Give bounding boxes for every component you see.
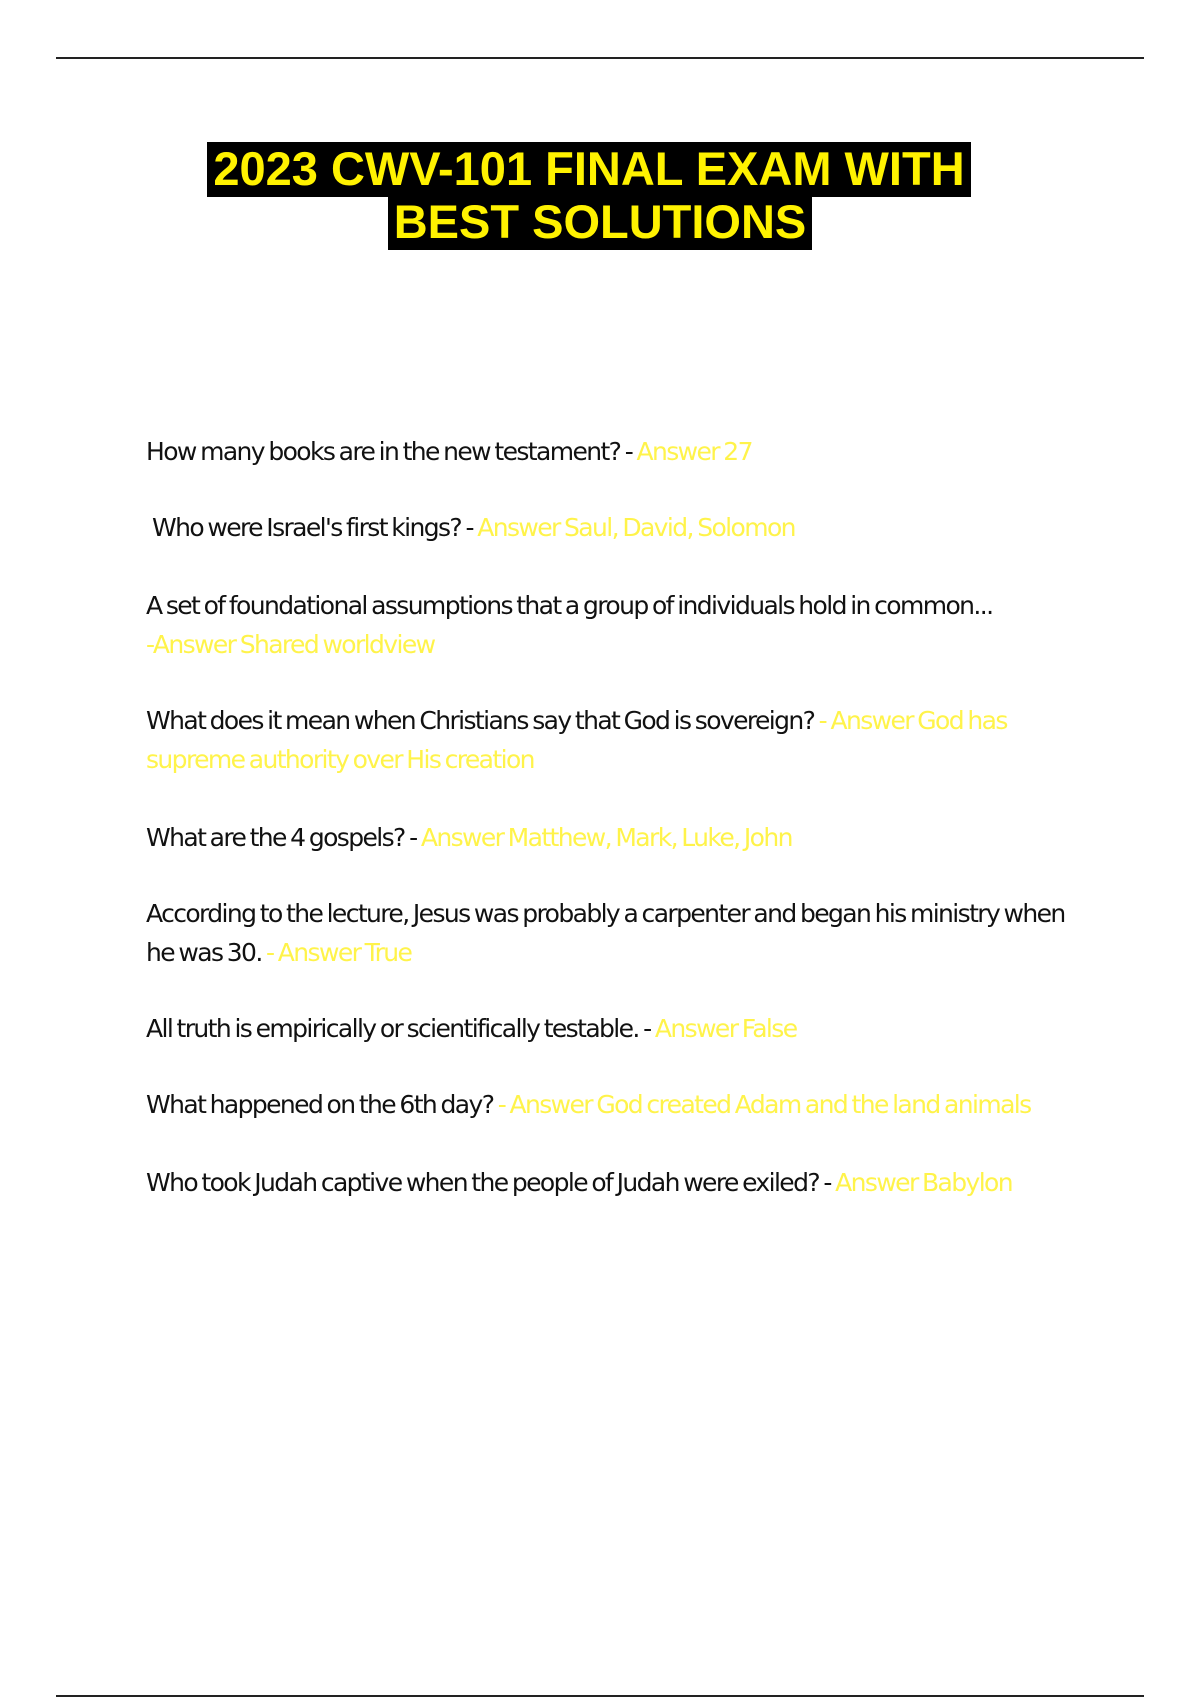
answer-text: Answer God created Adam and the land animals — [509, 1090, 1031, 1119]
qa-item — [146, 586, 1081, 664]
qa-item — [146, 1163, 1081, 1202]
question-text: Who took Judah captive when the people of Judah were exiled? — [146, 1168, 820, 1197]
answer-separator: - — [461, 513, 478, 542]
answer-text: Answer Matthew, Mark, Luke, John — [420, 823, 792, 852]
answer-text: Answer 27 — [636, 437, 752, 466]
answer-text: Answer God has supreme authority over His creation — [146, 706, 1007, 774]
document-title — [0, 142, 1200, 248]
answer-separator: - — [261, 938, 278, 967]
question-text: What are the 4 gospels? — [146, 823, 405, 852]
answer-text: Answer Babylon — [835, 1168, 1013, 1197]
answer-text: Answer False — [654, 1014, 797, 1043]
answer-separator: - — [819, 1168, 836, 1197]
question-text: What happened on the 6th day? — [146, 1090, 494, 1119]
qa-list — [146, 432, 1081, 1202]
qa-item — [146, 1009, 1081, 1048]
title-line-2: BEST SOLUTIONS — [388, 195, 813, 250]
question-text: All truth is empirically or scientifically testable. — [146, 1014, 639, 1043]
question-text: According to the lecture, Jesus was probably a carpenter and began his ministry when he was 30. — [146, 899, 1065, 967]
answer-separator: - — [638, 1014, 655, 1043]
question-text: Who were Israel's first kings? — [152, 513, 462, 542]
question-text: A set of foundational assumptions that a group of individuals hold in common... — [146, 591, 993, 620]
answer-separator: - — [404, 823, 421, 852]
top-rule — [56, 57, 1144, 59]
answer-text: Answer Shared worldview — [152, 630, 435, 659]
answer-separator: - — [620, 437, 637, 466]
qa-item — [146, 894, 1081, 972]
qa-item — [146, 432, 1081, 471]
answer-separator: - — [146, 630, 153, 659]
question-text: How many books are in the new testament? — [146, 437, 621, 466]
answer-separator: - — [814, 706, 831, 735]
qa-item — [146, 1085, 1081, 1124]
bottom-rule — [56, 1695, 1144, 1697]
title-line-1: 2023 CWV-101 FINAL EXAM WITH — [207, 142, 970, 197]
answer-text: Answer True — [277, 938, 412, 967]
answer-separator: - — [493, 1090, 510, 1119]
qa-item — [146, 508, 1081, 547]
question-text: What does it mean when Christians say that God is sovereign? — [146, 706, 815, 735]
qa-item — [146, 701, 1081, 779]
answer-text: Answer Saul, David, Solomon — [477, 513, 795, 542]
qa-item — [146, 818, 1081, 857]
